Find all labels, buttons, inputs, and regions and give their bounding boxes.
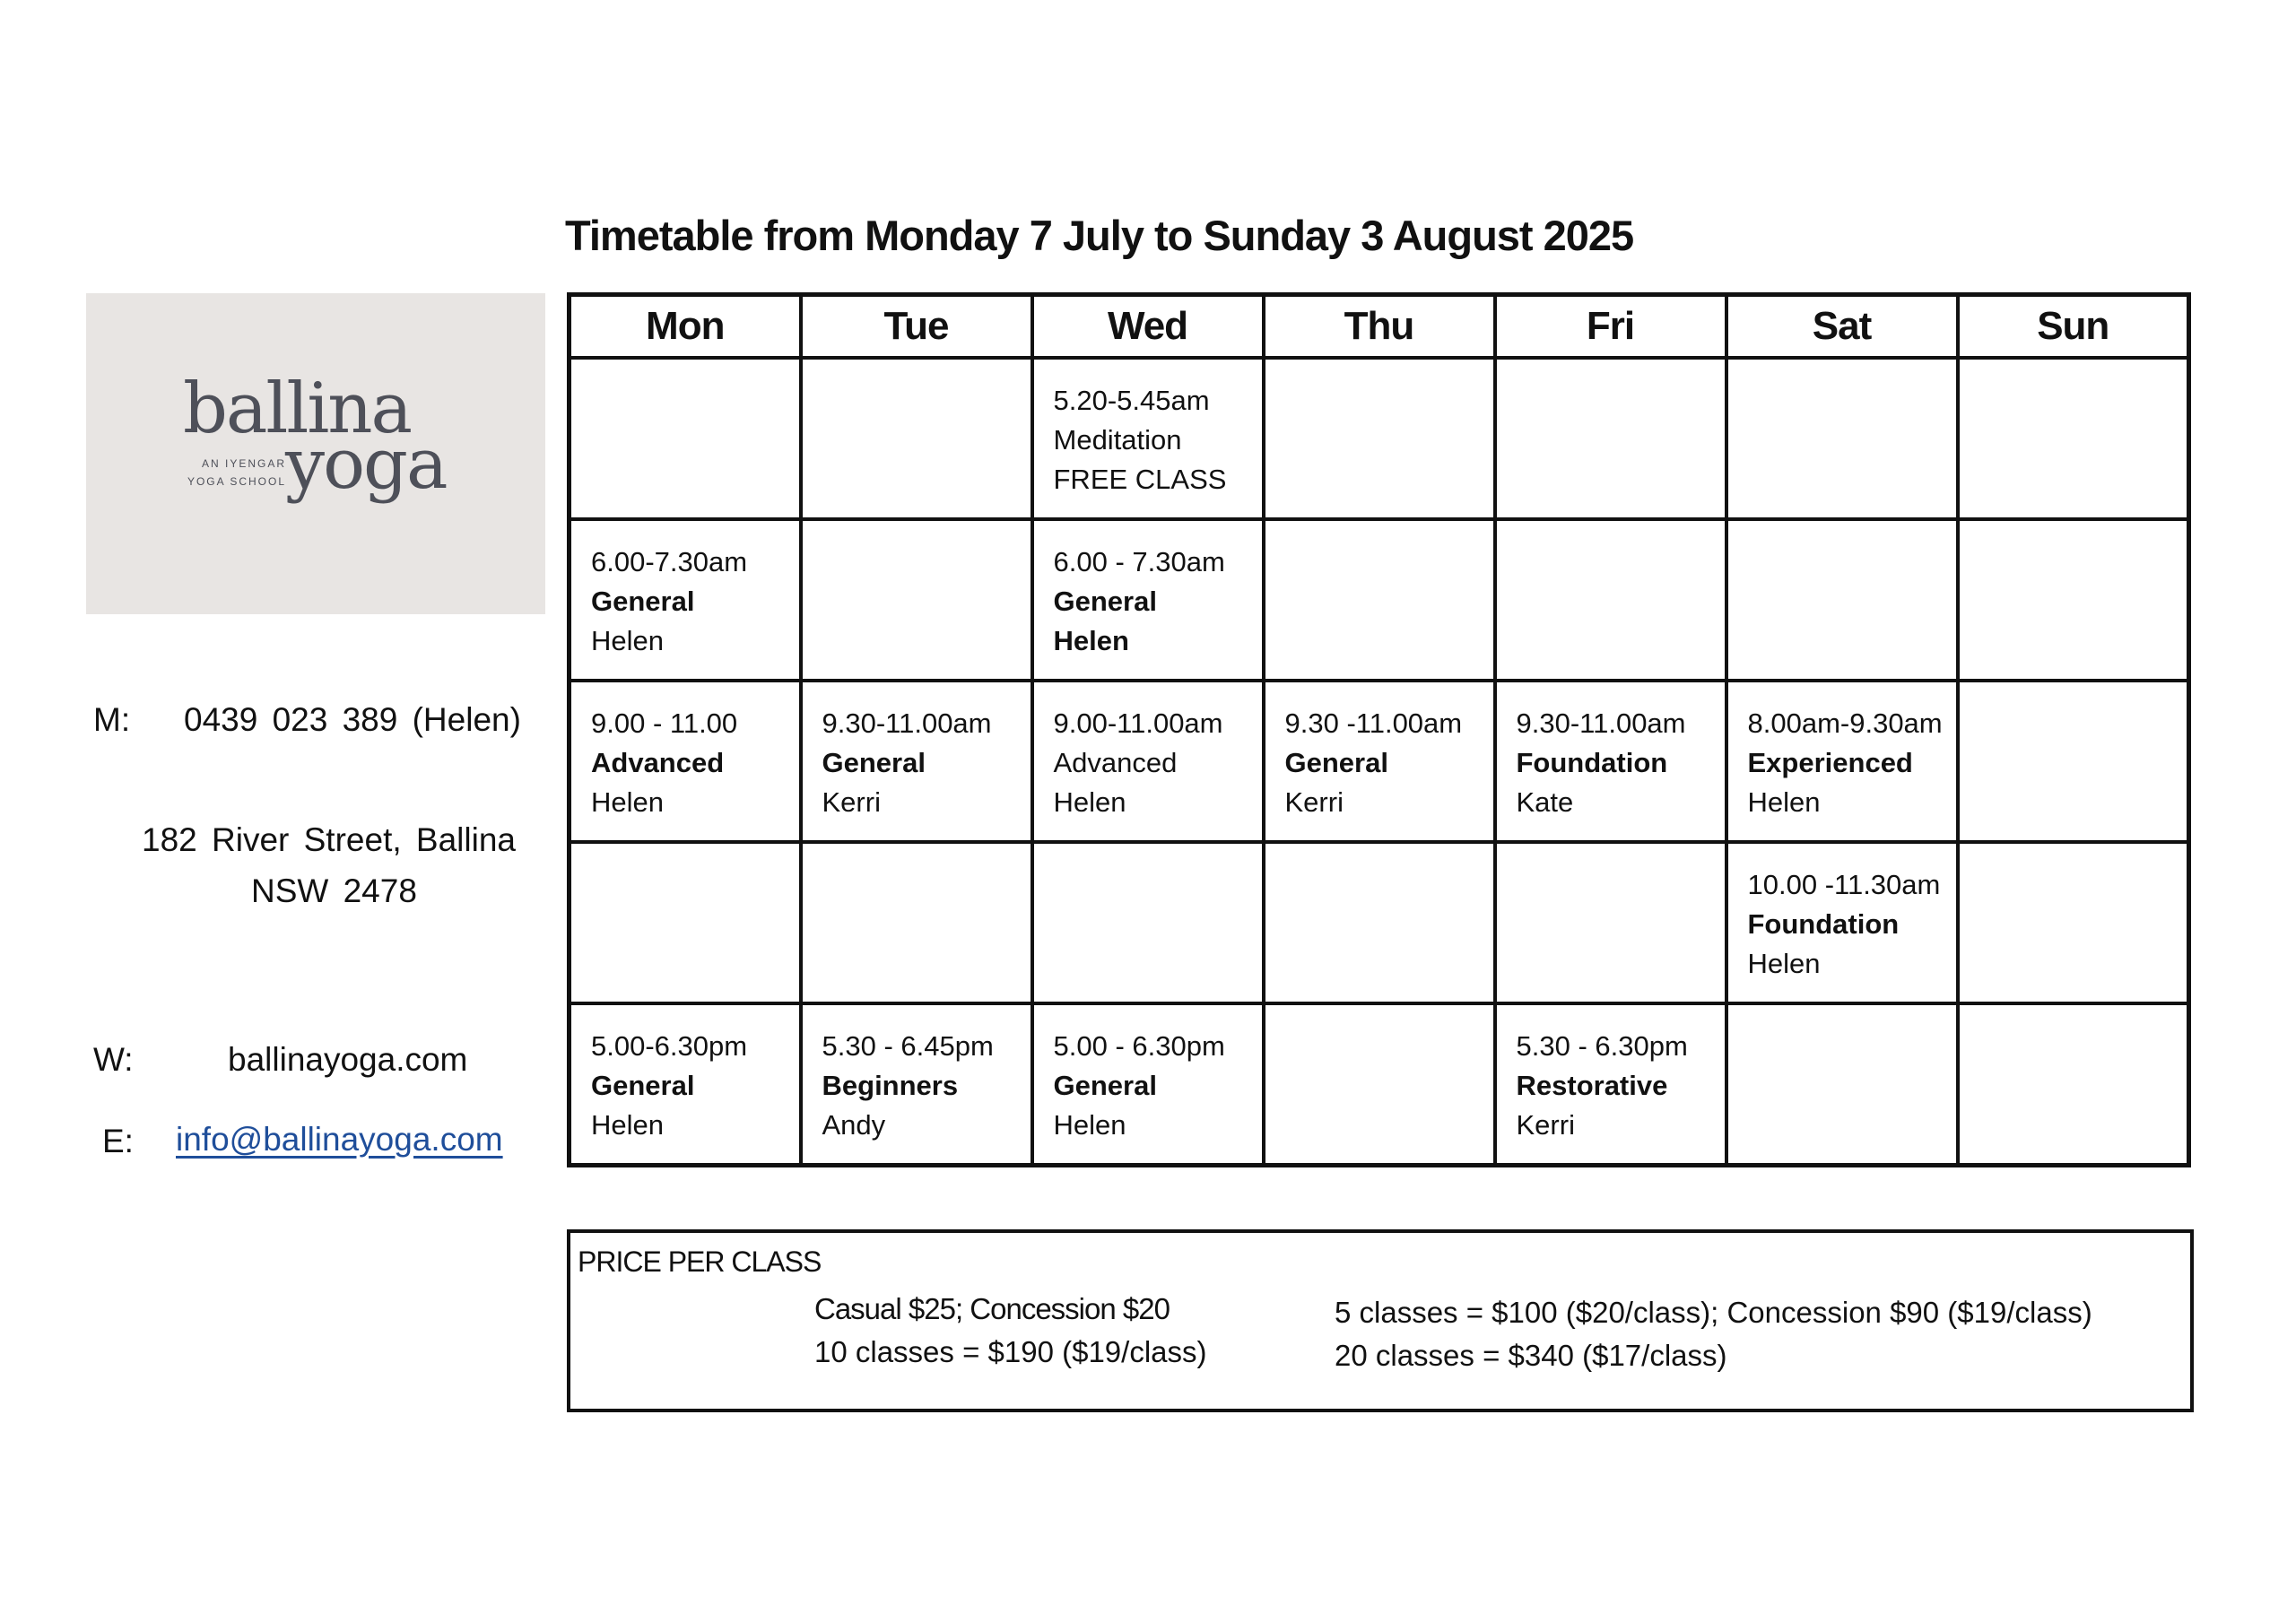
web-label: W: bbox=[93, 1041, 134, 1078]
logo bbox=[86, 293, 545, 614]
timetable-row bbox=[570, 681, 2189, 842]
timetable-cell-fri bbox=[1495, 519, 1726, 681]
class-name: General bbox=[822, 747, 926, 778]
class-name: Experienced bbox=[1747, 747, 1913, 778]
logo-subtitle-line2: YOGA SCHOOL bbox=[187, 475, 286, 488]
class-entry bbox=[1728, 844, 1956, 984]
class-teacher: Helen bbox=[591, 625, 664, 656]
class-name: Meditation bbox=[1053, 424, 1182, 456]
class-time: 9.30-11.00am bbox=[822, 707, 992, 739]
day-header-wed: Wed bbox=[1032, 295, 1264, 359]
logo-subtitle-line1: AN IYENGAR bbox=[201, 457, 286, 470]
class-name: General bbox=[591, 1070, 695, 1101]
timetable-cell-tue bbox=[801, 519, 1032, 681]
day-header-sun: Sun bbox=[1958, 295, 2189, 359]
class-name: Advanced bbox=[591, 747, 725, 778]
timetable-cell-tue bbox=[801, 842, 1032, 1003]
timetable-cell-thu bbox=[1264, 1003, 1495, 1166]
class-teacher: Helen bbox=[591, 1109, 664, 1141]
class-time: 5.30 - 6.30pm bbox=[1516, 1030, 1688, 1062]
page-title: Timetable from Monday 7 July to Sunday 3 August 2025 bbox=[565, 212, 1634, 259]
timetable-cell-wed bbox=[1032, 519, 1264, 681]
class-name: General bbox=[591, 586, 695, 617]
class-time: 9.30-11.00am bbox=[1516, 707, 1686, 739]
class-time: 8.00am-9.30am bbox=[1747, 707, 1943, 739]
email-label: E: bbox=[102, 1123, 134, 1159]
class-entry bbox=[1034, 360, 1262, 499]
timetable-cell-thu bbox=[1264, 842, 1495, 1003]
timetable-cell-wed bbox=[1032, 358, 1264, 519]
class-name: Foundation bbox=[1516, 747, 1668, 778]
class-time: 9.00 - 11.00 bbox=[591, 707, 738, 739]
timetable-cell-sat bbox=[1726, 519, 1958, 681]
class-teacher: Helen bbox=[1053, 786, 1126, 818]
class-time: 9.30 -11.00am bbox=[1284, 707, 1463, 739]
class-entry bbox=[571, 682, 799, 822]
address-line-1: 182 River Street, Ballina bbox=[142, 821, 516, 858]
class-name: Foundation bbox=[1747, 908, 1900, 940]
timetable-cell-thu bbox=[1264, 358, 1495, 519]
day-header-sat: Sat bbox=[1726, 295, 1958, 359]
price-heading: PRICE PER CLASS bbox=[578, 1245, 822, 1278]
class-time: 9.00-11.00am bbox=[1053, 707, 1223, 739]
class-time: 5.30 - 6.45pm bbox=[822, 1030, 994, 1062]
timetable-cell-sun bbox=[1958, 1003, 2189, 1166]
class-name: Restorative bbox=[1516, 1070, 1668, 1101]
timetable-cell-tue bbox=[801, 681, 1032, 842]
class-time: 5.00 - 6.30pm bbox=[1053, 1030, 1225, 1062]
timetable-cell-sat bbox=[1726, 358, 1958, 519]
price-5-classes: 5 classes = $100 ($20/class); Concession $90 ($19/class) bbox=[1335, 1296, 2092, 1329]
class-teacher: Kate bbox=[1516, 786, 1574, 818]
class-teacher: Helen bbox=[591, 786, 664, 818]
day-header-mon: Mon bbox=[570, 295, 801, 359]
timetable-row bbox=[570, 519, 2189, 681]
class-entry bbox=[1034, 521, 1262, 661]
class-teacher: Kerri bbox=[1284, 786, 1344, 818]
timetable bbox=[567, 292, 2191, 1167]
timetable-cell-tue bbox=[801, 1003, 1032, 1166]
class-time: 10.00 -11.30am bbox=[1747, 869, 1941, 900]
class-name: Advanced bbox=[1053, 747, 1178, 778]
timetable-cell-fri bbox=[1495, 358, 1726, 519]
logo-wordmark-ballina: ballina bbox=[183, 369, 412, 449]
class-teacher: FREE CLASS bbox=[1053, 464, 1227, 495]
timetable-cell-thu bbox=[1264, 519, 1495, 681]
timetable-cell-mon bbox=[570, 681, 801, 842]
class-time: 5.20-5.45am bbox=[1053, 385, 1210, 416]
class-teacher: Andy bbox=[822, 1109, 886, 1141]
email-link[interactable]: info@ballinayoga.com bbox=[176, 1121, 503, 1158]
class-entry bbox=[803, 682, 1031, 822]
day-header-thu: Thu bbox=[1264, 295, 1495, 359]
timetable-cell-fri bbox=[1495, 681, 1726, 842]
timetable-cell-mon bbox=[570, 519, 801, 681]
day-header-tue: Tue bbox=[801, 295, 1032, 359]
timetable-cell-thu bbox=[1264, 681, 1495, 842]
price-10-classes: 10 classes = $190 ($19/class) bbox=[814, 1335, 1207, 1368]
mobile-label: M: bbox=[93, 701, 131, 738]
timetable-cell-sun bbox=[1958, 681, 2189, 842]
timetable-cell-sun bbox=[1958, 358, 2189, 519]
class-name: General bbox=[1053, 586, 1157, 617]
class-entry bbox=[1034, 682, 1262, 822]
logo-wordmark-yoga: yoga bbox=[285, 424, 447, 505]
class-entry bbox=[1497, 1005, 1725, 1145]
class-entry bbox=[803, 1005, 1031, 1145]
timetable-cell-wed bbox=[1032, 1003, 1264, 1166]
timetable-row bbox=[570, 358, 2189, 519]
timetable-body bbox=[570, 358, 2189, 1166]
timetable-cell-wed bbox=[1032, 681, 1264, 842]
website: ballinayoga.com bbox=[228, 1041, 468, 1078]
class-entry bbox=[571, 1005, 799, 1145]
timetable-cell-sat bbox=[1726, 842, 1958, 1003]
class-entry bbox=[1497, 682, 1725, 822]
timetable-cell-mon bbox=[570, 842, 801, 1003]
class-time: 6.00 - 7.30am bbox=[1053, 546, 1225, 577]
timetable-cell-tue bbox=[801, 358, 1032, 519]
price-casual: Casual $25; Concession $20 bbox=[814, 1292, 1170, 1325]
timetable-cell-mon bbox=[570, 358, 801, 519]
class-entry bbox=[571, 521, 799, 661]
class-teacher: Kerri bbox=[822, 786, 881, 818]
class-teacher: Helen bbox=[1747, 786, 1821, 818]
timetable-row bbox=[570, 842, 2189, 1003]
timetable-header-row bbox=[570, 295, 2189, 359]
class-teacher: Helen bbox=[1747, 948, 1821, 979]
class-teacher: Helen bbox=[1053, 625, 1129, 656]
timetable-cell-wed bbox=[1032, 842, 1264, 1003]
class-name: General bbox=[1284, 747, 1388, 778]
class-entry bbox=[1034, 1005, 1262, 1145]
day-header-fri: Fri bbox=[1495, 295, 1726, 359]
class-name: Beginners bbox=[822, 1070, 959, 1101]
class-time: 5.00-6.30pm bbox=[591, 1030, 748, 1062]
address-line-2: NSW 2478 bbox=[251, 872, 417, 909]
class-teacher: Helen bbox=[1053, 1109, 1126, 1141]
class-time: 6.00-7.30am bbox=[591, 546, 748, 577]
class-entry bbox=[1265, 682, 1493, 822]
class-teacher: Kerri bbox=[1516, 1109, 1575, 1141]
timetable-cell-sat bbox=[1726, 681, 1958, 842]
timetable-cell-sun bbox=[1958, 842, 2189, 1003]
timetable-cell-fri bbox=[1495, 842, 1726, 1003]
timetable-cell-fri bbox=[1495, 1003, 1726, 1166]
mobile-number: 0439 023 389 (Helen) bbox=[184, 701, 521, 738]
price-20-classes: 20 classes = $340 ($17/class) bbox=[1335, 1339, 1727, 1372]
class-name: General bbox=[1053, 1070, 1157, 1101]
price-panel bbox=[567, 1229, 2194, 1412]
timetable-cell-sat bbox=[1726, 1003, 1958, 1166]
timetable-row bbox=[570, 1003, 2189, 1166]
class-entry bbox=[1728, 682, 1956, 822]
timetable-cell-mon bbox=[570, 1003, 801, 1166]
timetable-cell-sun bbox=[1958, 519, 2189, 681]
